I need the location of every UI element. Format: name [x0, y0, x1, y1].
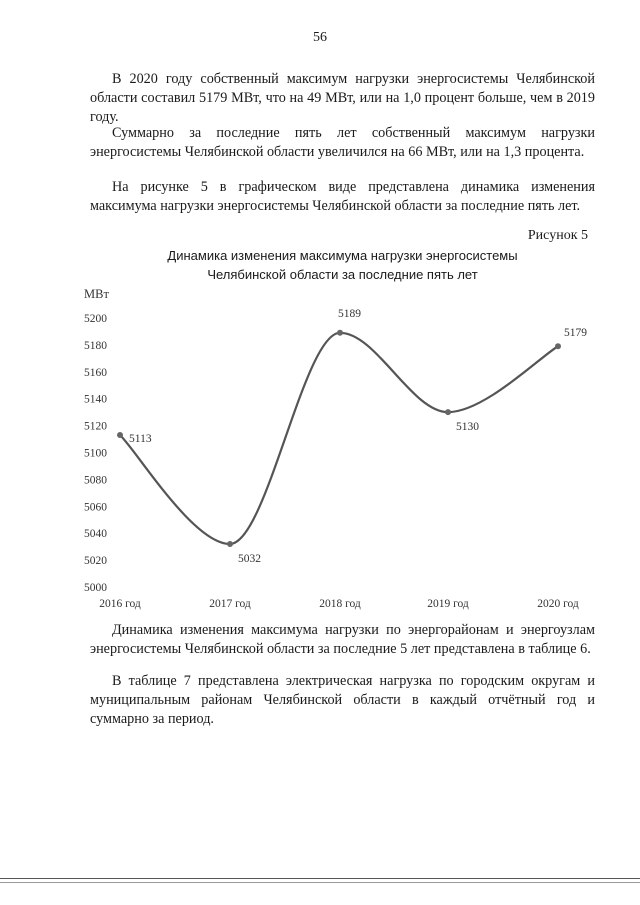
chart-title: [90, 246, 595, 284]
chart-title-line-1: Динамика изменения максимума нагрузки энергосистемы: [167, 248, 518, 263]
y-tick-label: 5060: [84, 501, 107, 514]
y-tick-label: 5000: [84, 582, 107, 594]
data-point-marker: [337, 330, 343, 336]
data-label: 5179: [564, 327, 587, 340]
paragraph-figure-intro: На рисунке 5 в графическом виде представлена динамика изменения максимума нагрузки энергосистемы Челябинской области за последние пять лет.: [90, 179, 595, 215]
data-point-marker: [227, 541, 233, 547]
y-tick-label: 5020: [84, 555, 107, 568]
x-tick-label: 2016 год: [99, 598, 141, 610]
y-tick-label: 5140: [84, 393, 107, 406]
page-number: 56: [313, 30, 327, 45]
footer-rule-secondary: [0, 882, 640, 883]
x-tick-label: 2019 год: [427, 598, 469, 610]
footer-rule: [0, 878, 640, 879]
x-tick-label: 2018 год: [319, 598, 361, 610]
data-point-marker: [445, 409, 451, 415]
paragraph-table-7-reference: В таблице 7 представлена электрическая нагрузка по городским округам и муниципальным районам Челябинской области в каждый отчётный год и суммарно за период.: [90, 673, 595, 728]
series-line-max-load: [120, 333, 558, 544]
y-tick-label: 5100: [84, 447, 107, 460]
paragraph-five-year-increase: Суммарно за последние пять лет собственный максимум нагрузки энергосистемы Челябинской области увеличился на 66 МВт, или на 1,3 процента.: [90, 125, 595, 161]
paragraph-max-load-2020: В 2020 году собственный максимум нагрузки энергосистемы Челябинской области составил 5179 МВт, что на 49 МВт, или на 1,0 процент больше, чем в 2019 году.: [90, 71, 595, 126]
data-label: 5189: [338, 307, 361, 320]
x-tick-label: 2020 год: [537, 598, 579, 610]
chart-title-line-2: Челябинской области за последние пять лет: [207, 267, 478, 282]
paragraph-table-6-reference: Динамика изменения максимума нагрузки по энергорайонам и энергоузлам энергосистемы Челябинской области за последние 5 лет представлена в таблице 6.: [90, 622, 595, 658]
data-point-marker: [117, 432, 123, 438]
data-point-marker: [555, 343, 561, 349]
y-tick-label: 5040: [84, 528, 107, 541]
figure-label: Рисунок 5: [527, 228, 588, 243]
y-tick-label: 5180: [84, 339, 107, 352]
y-tick-label: 5080: [84, 474, 107, 487]
load-dynamics-line-chart: [70, 282, 600, 617]
x-tick-label: 2017 год: [209, 598, 251, 610]
data-label: 5113: [129, 433, 152, 446]
y-axis-unit-label: МВт: [84, 287, 109, 301]
data-label: 5032: [238, 552, 261, 565]
y-tick-label: 5160: [84, 366, 107, 379]
y-tick-label: 5200: [84, 313, 107, 325]
data-label: 5130: [456, 421, 479, 434]
y-tick-label: 5120: [84, 420, 107, 433]
